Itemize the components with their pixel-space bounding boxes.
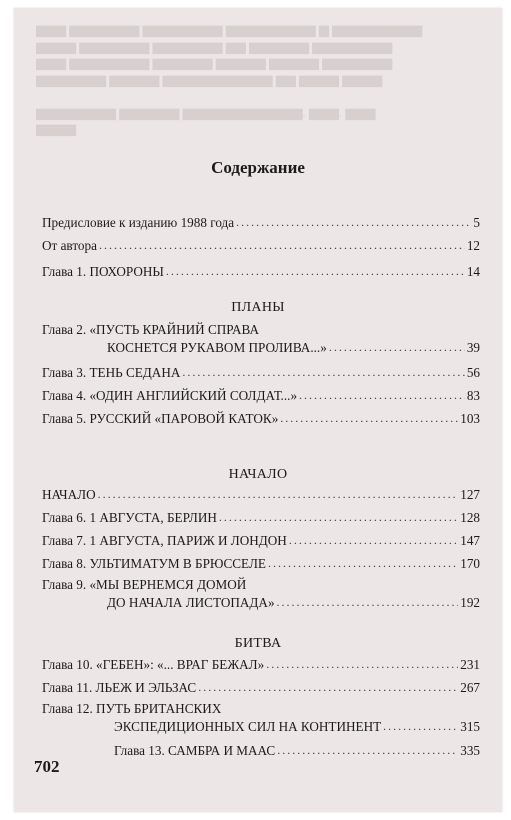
entry-label: НАЧАЛО <box>42 487 96 502</box>
dot-leader <box>289 532 458 549</box>
toc-entry[interactable] <box>42 673 480 696</box>
toc-intro <box>42 208 480 280</box>
entry-label: От автора <box>42 238 97 253</box>
entry-label: Глава 6. 1 АВГУСТА, БЕРЛИН <box>42 510 217 525</box>
toc-section-plans <box>42 321 480 427</box>
entry-label: Глава 5. РУССКИЙ «ПАРОВОЙ КАТОК» <box>42 411 279 426</box>
entry-page: 5 <box>473 215 480 230</box>
toc-entry[interactable] <box>42 576 480 611</box>
toc-entry[interactable] <box>42 358 480 381</box>
dot-leader <box>277 742 458 759</box>
entry-label: Глава 1. ПОХОРОНЫ <box>42 264 164 279</box>
entry-page: 14 <box>466 264 480 279</box>
entry-label: Глава 3. ТЕНЬ СЕДАНА <box>42 365 181 380</box>
toc-entry[interactable] <box>42 526 480 549</box>
section-heading: ПЛАНЫ <box>231 300 285 315</box>
dot-leader <box>219 509 458 526</box>
entry-page: 147 <box>460 533 480 548</box>
book-page <box>14 8 502 812</box>
entry-page: 335 <box>460 743 480 758</box>
dot-leader <box>277 594 459 611</box>
entry-page: 12 <box>466 238 480 253</box>
toc-entry[interactable] <box>42 736 480 759</box>
entry-label-continued: ЭКСПЕДИЦИОННЫХ СИЛ НА КОНТИНЕНТ <box>114 719 382 734</box>
dot-leader <box>266 656 458 673</box>
toc-entry[interactable] <box>42 231 480 254</box>
dot-leader <box>198 679 458 696</box>
dot-leader <box>383 718 458 735</box>
entry-label: Глава 2. «ПУСТЬ КРАЙНИЙ СПРАВА <box>42 322 259 337</box>
entry-label-continued: ДО НАЧАЛА ЛИСТОПАДА» <box>107 595 275 610</box>
entry-label: Глава 10. «ГЕБЕН»: «... ВРАГ БЕЖАЛ» <box>42 657 265 672</box>
toc-entry[interactable] <box>42 480 480 503</box>
dot-leader <box>98 486 459 503</box>
entry-page: 192 <box>460 595 480 610</box>
entry-page: 267 <box>460 680 480 695</box>
dot-leader <box>268 555 458 572</box>
toc-entry[interactable] <box>42 404 480 427</box>
toc-section-beginning <box>42 480 480 611</box>
entry-label-continued: КОСНЕТСЯ РУКАВОМ ПРОЛИВА...» <box>107 340 327 355</box>
entry-page: 315 <box>460 719 480 734</box>
entry-page: 231 <box>460 657 480 672</box>
toc-entry[interactable] <box>42 257 480 280</box>
dot-leader <box>236 214 471 231</box>
dot-leader <box>182 364 464 381</box>
toc-entry[interactable] <box>42 503 480 526</box>
entry-page: 128 <box>460 510 480 525</box>
entry-label: Глава 4. «ОДИН АНГЛИЙСКИЙ СОЛДАТ...» <box>42 388 298 403</box>
bleed-through-text: ▆▆▆ ▆▆▆▆▆▆▆ ▆▆▆▆▆▆▆▆ ▆▆▆▆▆▆▆▆▆ ▆ ▆▆▆▆▆▆▆▆▆ ▆▆▆▆ ▆▆▆▆▆▆▆ ▆▆▆▆▆▆▆ ▆▆ ▆▆▆▆▆▆ ▆▆▆▆▆▆▆▆ ▆▆▆ ▆▆▆▆▆▆▆▆ ▆▆▆▆▆▆ ▆▆▆▆▆ ▆▆▆▆▆ ▆▆▆▆▆▆▆ ▆▆▆▆▆▆▆ ▆▆▆▆▆ ▆▆▆▆▆▆▆▆▆▆▆ ▆▆ ▆▆▆▆ ▆▆▆▆ ▆▆▆▆▆▆▆▆ ▆▆▆▆▆▆ ▆▆▆▆▆▆▆▆▆▆▆▆. ▆▆▆. ▆▆▆ ▆▆▆▆ <box>36 22 423 136</box>
entry-page: 39 <box>466 340 480 355</box>
entry-page: 56 <box>466 365 480 380</box>
dot-leader <box>299 387 465 404</box>
dot-leader <box>166 263 465 280</box>
dot-leader <box>329 339 465 356</box>
entry-label: Глава 13. САМБРА И МААС <box>114 743 276 758</box>
entry-label: Глава 11. ЛЬЕЖ И ЭЛЬЗАС <box>42 680 197 695</box>
toc-entry[interactable] <box>42 321 480 356</box>
toc-entry[interactable] <box>42 208 480 231</box>
section-heading: БИТВА <box>234 636 282 651</box>
entry-label: Глава 12. ПУТЬ БРИТАНСКИХ <box>42 701 222 716</box>
toc-entry[interactable] <box>42 549 480 572</box>
toc-section-battle <box>42 650 480 759</box>
entry-label: Глава 9. «МЫ ВЕРНЕМСЯ ДОМОЙ <box>42 577 247 592</box>
entry-label: Предисловие к изданию 1988 года <box>42 215 235 230</box>
dot-leader <box>99 237 465 254</box>
entry-label: Глава 8. УЛЬТИМАТУМ В БРЮССЕЛЕ <box>42 556 266 571</box>
entry-page: 83 <box>466 388 480 403</box>
toc-entry[interactable] <box>42 700 480 735</box>
entry-page: 170 <box>460 556 480 571</box>
entry-label: Глава 7. 1 АВГУСТА, ПАРИЖ И ЛОНДОН <box>42 533 287 548</box>
section-heading: НАЧАЛО <box>228 467 288 482</box>
toc-entry[interactable] <box>42 381 480 404</box>
contents-title: Содержание <box>211 158 305 177</box>
entry-page: 103 <box>460 411 480 426</box>
entry-page: 127 <box>460 487 480 502</box>
dot-leader <box>280 410 458 427</box>
toc-entry[interactable] <box>42 650 480 673</box>
page-number: 702 <box>34 757 60 776</box>
